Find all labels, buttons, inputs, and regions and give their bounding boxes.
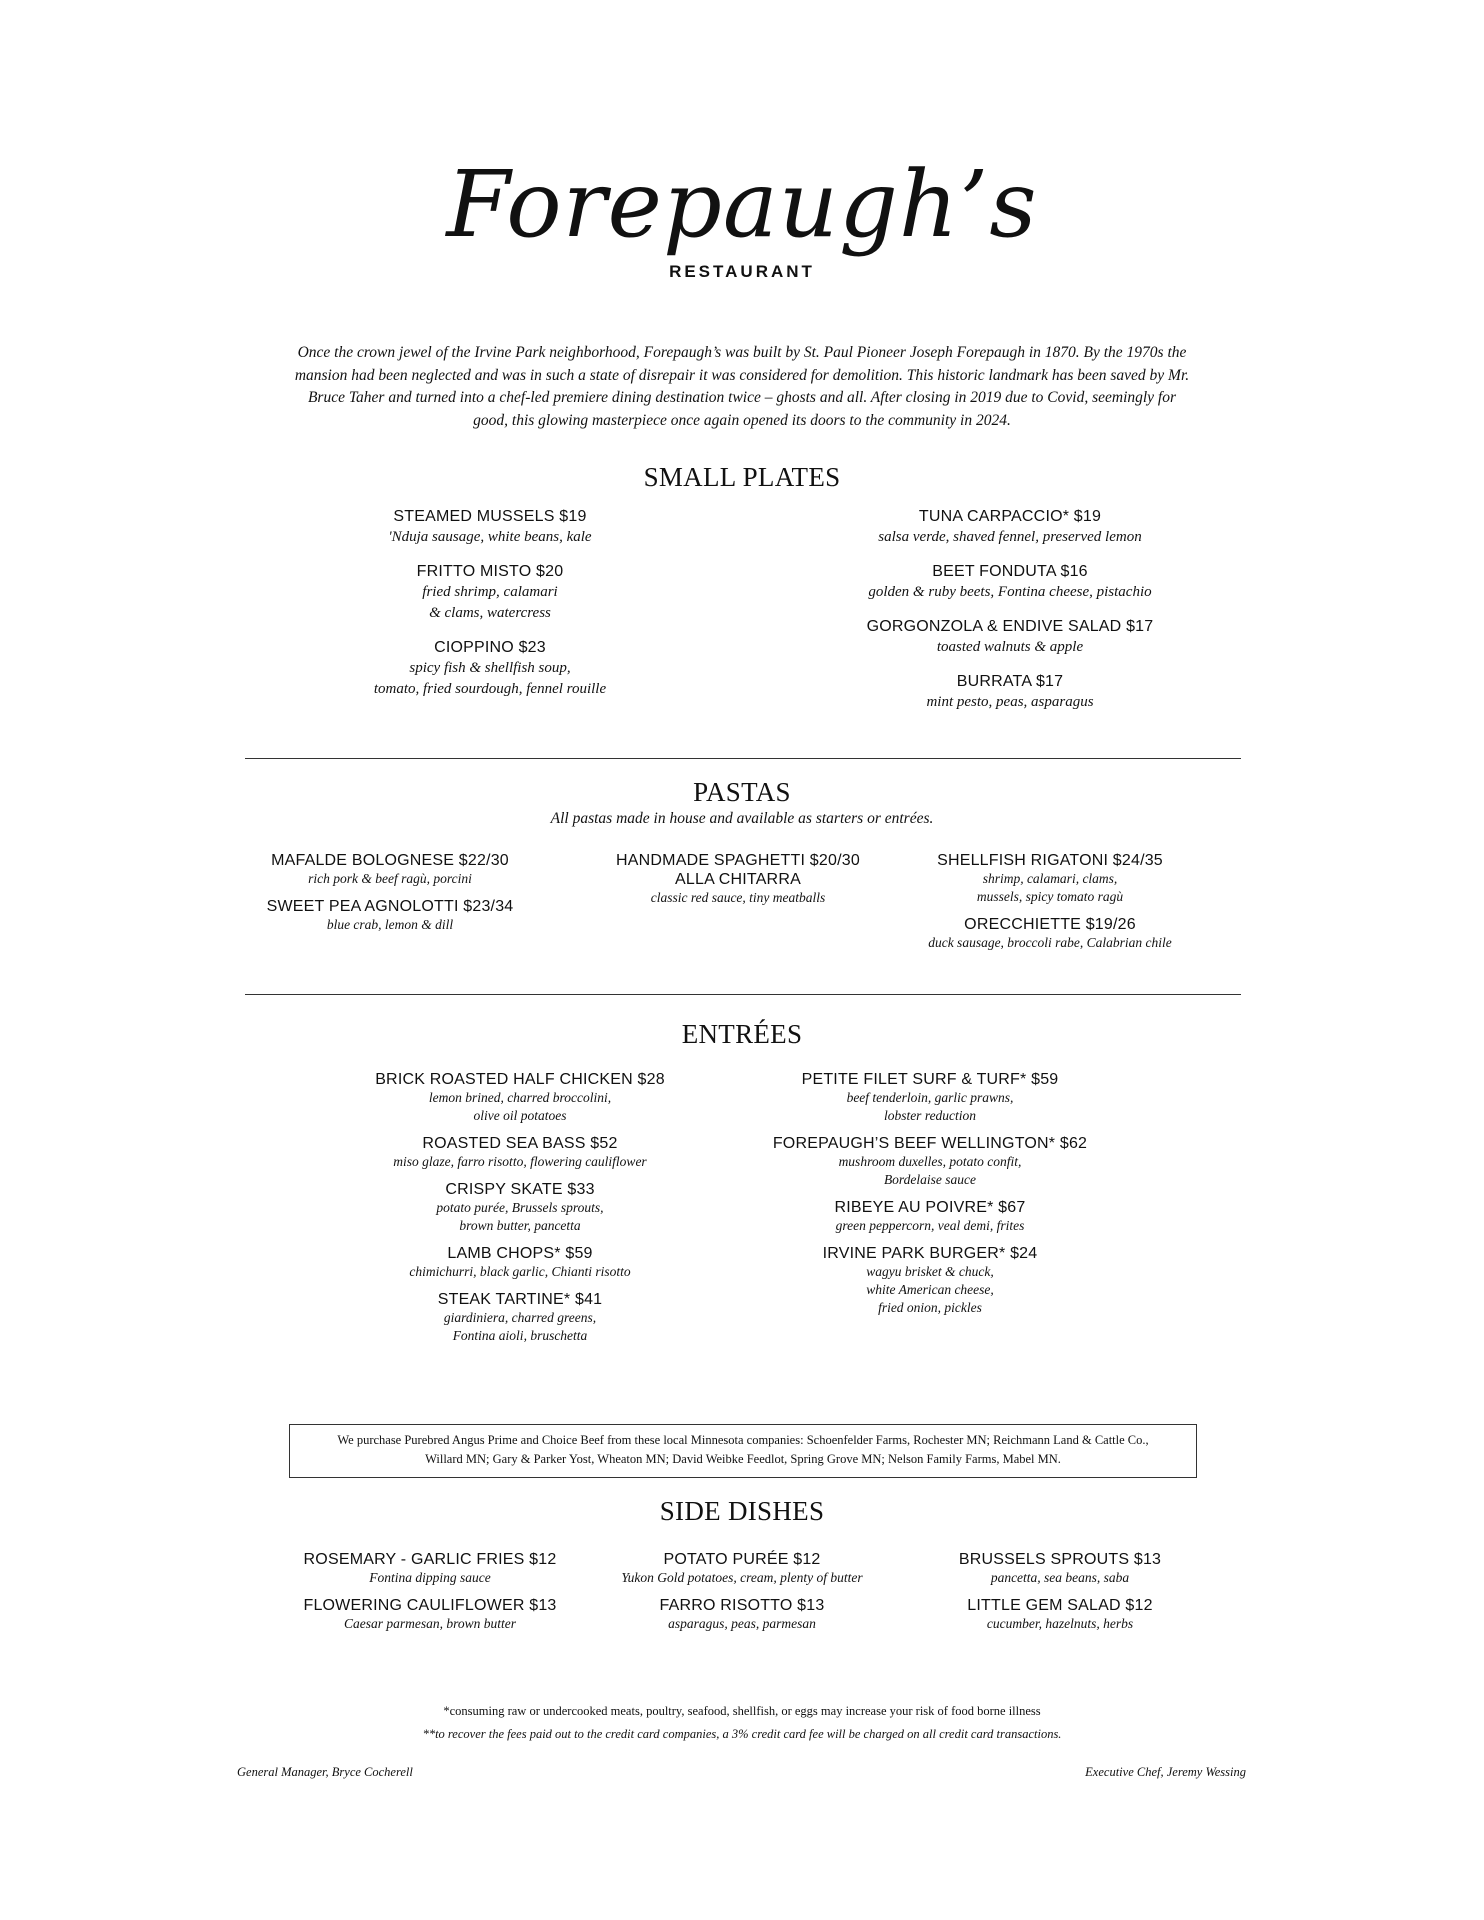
item-name: MAFALDE BOLOGNESE $22/30 xyxy=(271,852,509,869)
logo-subtitle: RESTAURANT xyxy=(669,262,815,281)
item-name: CIOPPINO $23 xyxy=(434,639,546,656)
item-name: FLOWERING CAULIFLOWER $13 xyxy=(303,1597,557,1614)
item-description: shrimp, calamari, clams, mussels, spicy tomato ragù xyxy=(976,871,1124,904)
menu-item xyxy=(770,1198,1090,1235)
intro-paragraph: Once the crown jewel of the Irvine Park neighborhood, Forepaugh’s was built by St. Paul Pioneer Joseph Forepaugh in 1870. By the 1970s the mansion had been neglected and was in such a state of disrepair it was considered for demolition. This historic landmark has been saved by Mr. Bruce Taher and turned into a chef-led premiere dining destination twice – ghosts and all. After closing in 2019 due to Covid, seemingly for good, this glowing masterpiece once again opened its doors to the community in 2024. xyxy=(294,344,1190,429)
item-description: 'Nduja sausage, white beans, kale xyxy=(388,529,592,545)
menu-item xyxy=(820,561,1200,603)
credit-card-fee-notice: **to recover the fees paid out to the credit card companies, a 3% credit card fee will be charged on all credit card transactions. xyxy=(422,1727,1062,1741)
menu-item xyxy=(770,1134,1090,1189)
general-manager-credit: General Manager, Bryce Cocherell xyxy=(237,1765,413,1779)
item-name: PETITE FILET SURF & TURF* $59 xyxy=(801,1071,1059,1088)
menu-item xyxy=(340,506,640,548)
executive-chef-credit: Executive Chef, Jeremy Wessing xyxy=(1085,1765,1246,1779)
item-description: golden & ruby beets, Fontina cheese, pistachio xyxy=(868,584,1152,600)
item-name: ROASTED SEA BASS $52 xyxy=(422,1135,618,1152)
section-title-side-dishes: SIDE DISHES xyxy=(659,1496,825,1526)
item-name: SHELLFISH RIGATONI $24/35 xyxy=(937,852,1163,869)
item-description: beef tenderloin, garlic prawns, lobster reduction xyxy=(846,1090,1014,1123)
raw-food-disclaimer: *consuming raw or undercooked meats, poultry, seafood, shellfish, or eggs may increase your risk of food borne illness xyxy=(443,1704,1041,1718)
item-description: toasted walnuts & apple xyxy=(936,639,1084,655)
menu-item xyxy=(360,1180,680,1235)
item-description: fried shrimp, calamari & clams, watercress xyxy=(422,584,558,621)
item-name: POTATO PURÉE $12 xyxy=(663,1551,821,1568)
menu-item xyxy=(340,561,640,624)
menu-item xyxy=(360,1134,680,1171)
pastas-column-1 xyxy=(240,851,540,934)
menu-item xyxy=(820,616,1200,658)
menu-item xyxy=(582,1550,902,1587)
menu-item xyxy=(820,506,1200,548)
menu-item xyxy=(588,851,888,907)
item-description: pancetta, sea beans, saba xyxy=(990,1570,1130,1585)
menu-item xyxy=(582,1596,902,1633)
item-description: spicy fish & shellfish soup, tomato, fried sourdough, fennel rouille xyxy=(373,660,607,697)
item-name: GORGONZOLA & ENDIVE SALAD $17 xyxy=(866,618,1154,635)
item-name: STEAK TARTINE* $41 xyxy=(437,1291,603,1308)
item-description: mushroom duxelles, potato confit, Bordelaise sauce xyxy=(838,1154,1022,1187)
item-name: BURRATA $17 xyxy=(956,673,1064,690)
item-name: BRICK ROASTED HALF CHICKEN $28 xyxy=(375,1071,665,1088)
menu-item xyxy=(240,851,540,888)
beef-sourcing-note: We purchase Purebred Angus Prime and Choice Beef from these local Minnesota companies: Schoenfelder Farms, Rochester MN; Reichmann Land & Cattle Co., Willard MN; Gary & Parker Yost, Wheaton MN; David Weibke Feedlot, Spring Grove MN; Nelson Family Farms, Mabel MN. xyxy=(289,1424,1197,1478)
small-plates-right-column xyxy=(820,506,1200,713)
item-description: asparagus, peas, parmesan xyxy=(668,1616,816,1631)
menu-item xyxy=(360,1070,680,1125)
section-subtitle-pastas: All pastas made in house and available as starters or entrées. xyxy=(550,810,934,827)
item-name: ORECCHIETTE $19/26 xyxy=(964,916,1136,933)
menu-item xyxy=(770,1070,1090,1125)
item-name: FOREPAUGH’S BEEF WELLINGTON* $62 xyxy=(772,1135,1088,1152)
item-description: Fontina dipping sauce xyxy=(369,1570,491,1585)
menu-item xyxy=(920,1596,1200,1633)
logo xyxy=(0,150,1484,282)
item-description: mint pesto, peas, asparagus xyxy=(926,694,1094,710)
section-title-small-plates: SMALL PLATES xyxy=(643,462,841,492)
pastas-column-2 xyxy=(588,851,888,907)
section-divider xyxy=(245,758,1241,759)
item-name: LITTLE GEM SALAD $12 xyxy=(967,1597,1153,1614)
item-name: SWEET PEA AGNOLOTTI $23/34 xyxy=(266,898,514,915)
item-description: cucumber, hazelnuts, herbs xyxy=(986,1616,1134,1631)
logo-wordmark: Forepaugh’s xyxy=(446,151,1038,258)
item-description: Caesar parmesan, brown butter xyxy=(343,1616,516,1631)
item-description: rich pork & beef ragù, porcini xyxy=(308,871,472,886)
item-name: IRVINE PARK BURGER* $24 xyxy=(822,1245,1038,1262)
item-name: FARRO RISOTTO $13 xyxy=(659,1597,825,1614)
menu-item xyxy=(280,1550,580,1587)
item-description: duck sausage, broccoli rabe, Calabrian chile xyxy=(928,935,1172,950)
item-name: HANDMADE SPAGHETTI $20/30 ALLA CHITARRA xyxy=(616,852,860,888)
menu-item xyxy=(280,1596,580,1633)
menu-item xyxy=(360,1244,680,1281)
entrees-right-column xyxy=(770,1070,1090,1317)
item-description: potato purée, Brussels sprouts, brown butter, pancetta xyxy=(436,1200,604,1233)
item-name: ROSEMARY - GARLIC FRIES $12 xyxy=(303,1551,557,1568)
item-description: chimichurri, black garlic, Chianti risotto xyxy=(409,1264,631,1279)
item-description: wagyu brisket & chuck, white American cheese, fried onion, pickles xyxy=(866,1264,994,1315)
sides-column-1 xyxy=(280,1550,580,1633)
item-description: green peppercorn, veal demi, frites xyxy=(835,1218,1025,1233)
menu-item xyxy=(920,1550,1200,1587)
menu-item xyxy=(340,637,640,700)
menu-item xyxy=(770,1244,1090,1317)
item-name: STEAMED MUSSELS $19 xyxy=(393,508,587,525)
item-description: classic red sauce, tiny meatballs xyxy=(650,890,826,905)
menu-item xyxy=(360,1290,680,1345)
section-divider xyxy=(245,994,1241,995)
item-name: BRUSSELS SPROUTS $13 xyxy=(958,1551,1162,1568)
small-plates-left-column xyxy=(340,506,640,700)
item-description: Yukon Gold potatoes, cream, plenty of butter xyxy=(621,1570,863,1585)
menu-item xyxy=(885,915,1215,952)
sides-column-2 xyxy=(582,1550,902,1633)
item-name: FRITTO MISTO $20 xyxy=(416,563,564,580)
sides-column-3 xyxy=(920,1550,1200,1633)
item-description: miso glaze, farro risotto, flowering cauliflower xyxy=(393,1154,647,1169)
section-title-entrees: ENTRÉES xyxy=(681,1019,803,1049)
item-description: blue crab, lemon & dill xyxy=(326,917,454,932)
item-name: TUNA CARPACCIO* $19 xyxy=(918,508,1102,525)
pastas-column-3 xyxy=(885,851,1215,952)
menu-item xyxy=(240,897,540,934)
item-description: salsa verde, shaved fennel, preserved lemon xyxy=(878,529,1142,545)
item-description: lemon brined, charred broccolini, olive oil potatoes xyxy=(428,1090,612,1123)
menu-item xyxy=(885,851,1215,906)
item-name: RIBEYE AU POIVRE* $67 xyxy=(834,1199,1026,1216)
section-title-pastas: PASTAS xyxy=(693,777,791,807)
item-name: LAMB CHOPS* $59 xyxy=(447,1245,593,1262)
entrees-left-column xyxy=(360,1070,680,1345)
item-description: giardiniera, charred greens, Fontina aioli, bruschetta xyxy=(443,1310,597,1343)
menu-item xyxy=(820,671,1200,713)
item-name: CRISPY SKATE $33 xyxy=(445,1181,595,1198)
item-name: BEET FONDUTA $16 xyxy=(932,563,1088,580)
